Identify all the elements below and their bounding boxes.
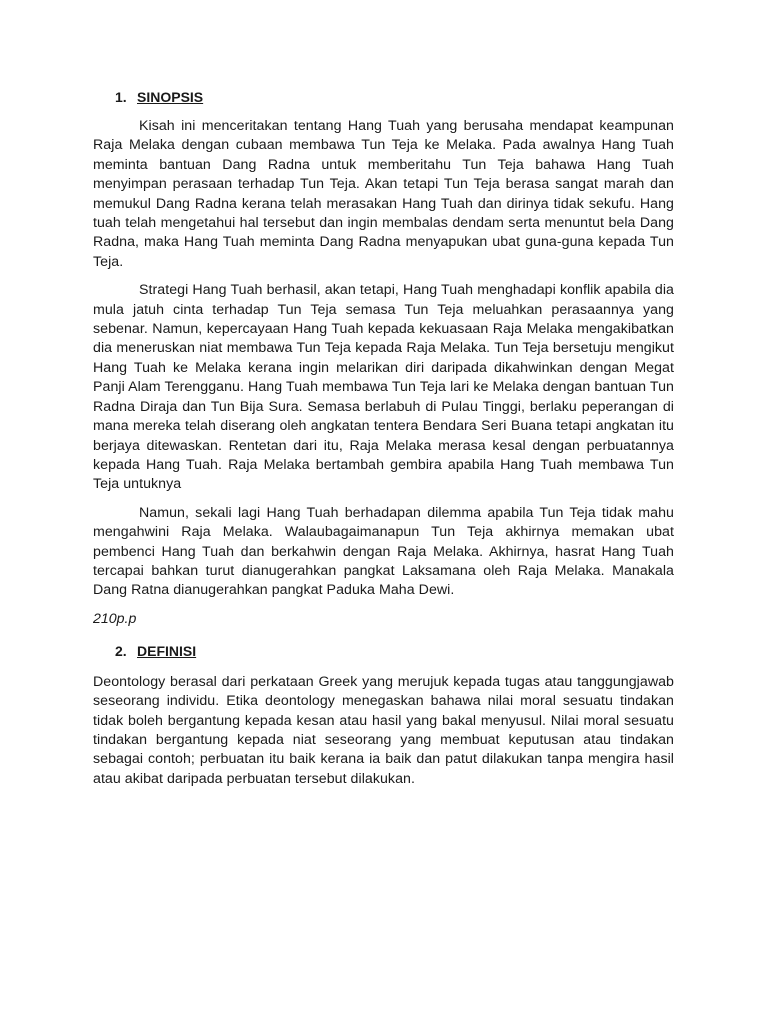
section-title: SINOPSIS (137, 89, 204, 105)
page-reference: 210p.p (93, 610, 137, 627)
section-heading-sinopsis (93, 87, 674, 107)
section-title: DEFINISI (137, 642, 197, 659)
paragraph: Strategi Hang Tuah berhasil, akan tetapi, Hang Tuah menghadapi konflik apabila dia mula jatuh cinta terhadap Tun Teja semasa Tun Teja meluahkan perasaannya yang sebenar. Namun, kepercayaan Hang Tuah kepada kekuasaan Raja Melaka mengakibatkan dia meneruskan niat membawa Tun Teja kepada Raja Melaka. Tun Teja bersetuju mengikut Hang Tuah ke Melaka kerana ingin melarikan diri daripada dikahwinkan dengan Megat Panji Alam Terengganu. Hang Tuah membawa Tun Teja lari ke Melaka dengan bantuan Tun Radna Diraja dan Tun Bija Sura. Semasa berlabuh di Pulau Tinggi, berlaku peperangan di mana mereka telah diserang oleh angkatan tentera Bendara Seri Buana tetapi angkatan itu berjaya ditewaskan. Rentetan dari itu, Raja Melaka merasa kesal dengan perbuatannya kepada Hang Tuah. Raja Melaka bertambah gembira apabila Hang Tuah membawa Tun Teja untuknya (93, 282, 674, 493)
section-number: 2. (115, 642, 127, 659)
paragraph: Kisah ini menceritakan tentang Hang Tuah yang berusaha mendapat keampunan Raja Melaka dengan cubaan membawa Tun Teja ke Melaka. Pada awalnya Hang Tuah meminta bantuan Dang Radna untuk memberitahu Tun Teja bahawa Hang Tuah menyimpan perasaan terhadap Tun Teja. Akan tetapi Tun Teja berasa sangat marah dan memukul Dang Radna kerana telah merasakan Hang Tuah dan dirinya tidak sekufu. Hang tuah telah mengetahui hal tersebut dan ingin membalas dendam serta menuntut bela Dang Radna, maka Hang Tuah meminta Dang Radna menyapukan ubat guna-guna kepada Tun Teja. (93, 118, 674, 270)
paragraph: Namun, sekali lagi Hang Tuah berhadapan dilemma apabila Tun Teja tidak mahu mengahwini Raja Melaka. Walaubagaimanapun Tun Teja akhirnya memakan ubat pembenci Hang Tuah dan berkahwin dengan Raja Melaka. Akhirnya, hasrat Hang Tuah tercapai bahkan turut dianugerahkan pangkat Laksamana oleh Raja Melaka. Manakala Dang Ratna dianugerahkan pangkat Paduka Maha Dewi. (93, 504, 674, 599)
section-heading-definisi (93, 641, 674, 661)
section-number: 1. (115, 89, 127, 105)
paragraph: Deontology berasal dari perkataan Greek yang merujuk kepada tugas atau tanggungjawab seseorang individu. Etika deontology menegaskan bahawa nilai moral sesuatu tindakan tidak boleh bergantung kepada kesan atau hasil yang bakal menyusul. Nilai moral sesuatu tindakan bergantung kepada niat seseorang yang membuat keputusan atau tindakan sebagai contoh; perbuatan itu baik kerana ia baik dan patut dilakukan tanpa mengira hasil atau akibat daripada perbuatan tersebut dilakukan. (93, 673, 674, 787)
